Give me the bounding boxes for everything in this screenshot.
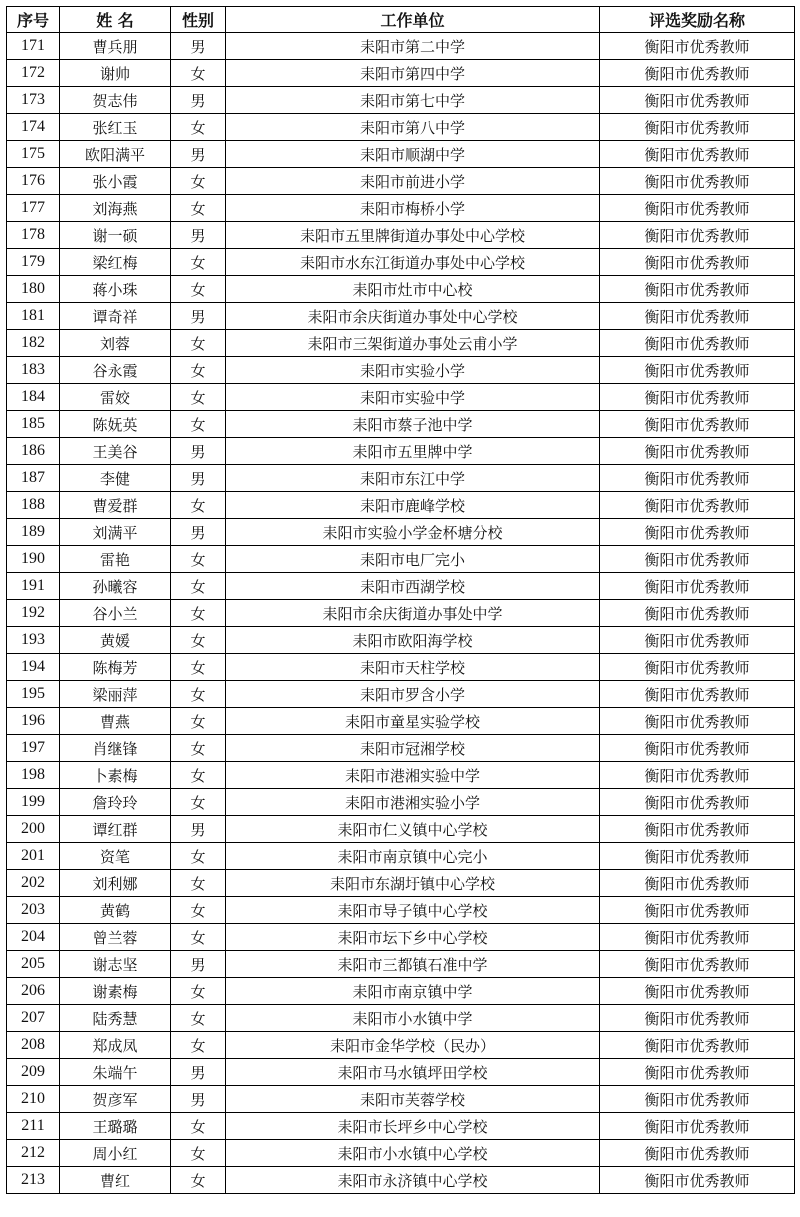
cell-gender: 女: [171, 1032, 226, 1059]
cell-award: 衡阳市优秀教师: [600, 1113, 795, 1140]
cell-unit: 耒阳市第七中学: [226, 87, 600, 114]
cell-unit: 耒阳市第四中学: [226, 60, 600, 87]
cell-name: 曾兰蓉: [60, 924, 171, 951]
header-no: 序号: [7, 7, 60, 33]
cell-award: 衡阳市优秀教师: [600, 654, 795, 681]
cell-award: 衡阳市优秀教师: [600, 87, 795, 114]
cell-no: 173: [7, 87, 60, 114]
cell-no: 172: [7, 60, 60, 87]
cell-no: 194: [7, 654, 60, 681]
table-row: [7, 87, 795, 114]
cell-award: 衡阳市优秀教师: [600, 303, 795, 330]
cell-award: 衡阳市优秀教师: [600, 627, 795, 654]
table-row: [7, 735, 795, 762]
cell-gender: 男: [171, 816, 226, 843]
cell-award: 衡阳市优秀教师: [600, 411, 795, 438]
cell-name: 王璐璐: [60, 1113, 171, 1140]
cell-award: 衡阳市优秀教师: [600, 357, 795, 384]
cell-unit: 耒阳市三架街道办事处云甫小学: [226, 330, 600, 357]
cell-no: 210: [7, 1086, 60, 1113]
cell-name: 雷姣: [60, 384, 171, 411]
cell-no: 201: [7, 843, 60, 870]
table-body: [7, 33, 795, 1194]
cell-unit: 耒阳市南京镇中学: [226, 978, 600, 1005]
table-row: [7, 519, 795, 546]
table-row: [7, 438, 795, 465]
cell-award: 衡阳市优秀教师: [600, 1140, 795, 1167]
cell-no: 192: [7, 600, 60, 627]
cell-no: 205: [7, 951, 60, 978]
cell-gender: 女: [171, 60, 226, 87]
cell-gender: 男: [171, 951, 226, 978]
cell-unit: 耒阳市罗含小学: [226, 681, 600, 708]
table-row: [7, 573, 795, 600]
cell-no: 182: [7, 330, 60, 357]
cell-no: 183: [7, 357, 60, 384]
cell-name: 卜素梅: [60, 762, 171, 789]
cell-gender: 女: [171, 789, 226, 816]
cell-no: 209: [7, 1059, 60, 1086]
table-row: [7, 843, 795, 870]
cell-name: 贺志伟: [60, 87, 171, 114]
cell-unit: 耒阳市西湖学校: [226, 573, 600, 600]
cell-unit: 耒阳市五里牌中学: [226, 438, 600, 465]
cell-unit: 耒阳市灶市中心校: [226, 276, 600, 303]
cell-unit: 耒阳市实验小学: [226, 357, 600, 384]
cell-gender: 男: [171, 141, 226, 168]
cell-no: 197: [7, 735, 60, 762]
cell-award: 衡阳市优秀教师: [600, 546, 795, 573]
cell-award: 衡阳市优秀教师: [600, 168, 795, 195]
cell-name: 谢志坚: [60, 951, 171, 978]
table-row: [7, 330, 795, 357]
cell-unit: 耒阳市东江中学: [226, 465, 600, 492]
cell-unit: 耒阳市南京镇中心完小: [226, 843, 600, 870]
cell-name: 蒋小珠: [60, 276, 171, 303]
cell-unit: 耒阳市欧阳海学校: [226, 627, 600, 654]
cell-award: 衡阳市优秀教师: [600, 843, 795, 870]
cell-gender: 男: [171, 303, 226, 330]
cell-award: 衡阳市优秀教师: [600, 762, 795, 789]
table-row: [7, 951, 795, 978]
table-row: [7, 600, 795, 627]
cell-award: 衡阳市优秀教师: [600, 384, 795, 411]
cell-name: 王美谷: [60, 438, 171, 465]
cell-name: 刘满平: [60, 519, 171, 546]
cell-award: 衡阳市优秀教师: [600, 33, 795, 60]
table-row: [7, 897, 795, 924]
cell-unit: 耒阳市冠湘学校: [226, 735, 600, 762]
table-row: [7, 1005, 795, 1032]
header-award: 评选奖励名称: [600, 7, 795, 33]
cell-name: 谷小兰: [60, 600, 171, 627]
table-row: [7, 411, 795, 438]
cell-name: 刘蓉: [60, 330, 171, 357]
table-row: [7, 384, 795, 411]
cell-no: 176: [7, 168, 60, 195]
table-row: [7, 789, 795, 816]
cell-unit: 耒阳市仁义镇中心学校: [226, 816, 600, 843]
cell-gender: 女: [171, 843, 226, 870]
cell-gender: 女: [171, 1113, 226, 1140]
cell-no: 189: [7, 519, 60, 546]
cell-gender: 女: [171, 1167, 226, 1194]
cell-name: 贺彦军: [60, 1086, 171, 1113]
cell-gender: 女: [171, 384, 226, 411]
cell-gender: 女: [171, 195, 226, 222]
cell-name: 朱端午: [60, 1059, 171, 1086]
cell-name: 张红玉: [60, 114, 171, 141]
cell-no: 195: [7, 681, 60, 708]
cell-gender: 男: [171, 1086, 226, 1113]
cell-award: 衡阳市优秀教师: [600, 870, 795, 897]
table-row: [7, 60, 795, 87]
header-row: [7, 7, 795, 33]
cell-gender: 女: [171, 168, 226, 195]
cell-award: 衡阳市优秀教师: [600, 330, 795, 357]
cell-gender: 男: [171, 438, 226, 465]
cell-gender: 女: [171, 681, 226, 708]
cell-unit: 耒阳市水东江街道办事处中心学校: [226, 249, 600, 276]
cell-unit: 耒阳市实验中学: [226, 384, 600, 411]
cell-gender: 男: [171, 222, 226, 249]
cell-unit: 耒阳市马水镇坪田学校: [226, 1059, 600, 1086]
cell-name: 刘海燕: [60, 195, 171, 222]
cell-name: 孙曦容: [60, 573, 171, 600]
cell-name: 雷艳: [60, 546, 171, 573]
cell-name: 欧阳满平: [60, 141, 171, 168]
cell-name: 黄鹤: [60, 897, 171, 924]
cell-award: 衡阳市优秀教师: [600, 708, 795, 735]
cell-no: 181: [7, 303, 60, 330]
cell-name: 黄媛: [60, 627, 171, 654]
cell-no: 178: [7, 222, 60, 249]
cell-award: 衡阳市优秀教师: [600, 681, 795, 708]
cell-award: 衡阳市优秀教师: [600, 897, 795, 924]
cell-award: 衡阳市优秀教师: [600, 1167, 795, 1194]
cell-name: 梁丽萍: [60, 681, 171, 708]
table-row: [7, 465, 795, 492]
cell-gender: 女: [171, 897, 226, 924]
cell-no: 199: [7, 789, 60, 816]
table-row: [7, 681, 795, 708]
cell-gender: 女: [171, 114, 226, 141]
cell-gender: 女: [171, 1140, 226, 1167]
cell-unit: 耒阳市蔡子池中学: [226, 411, 600, 438]
cell-gender: 女: [171, 924, 226, 951]
table-row: [7, 492, 795, 519]
cell-no: 179: [7, 249, 60, 276]
cell-unit: 耒阳市五里牌街道办事处中心学校: [226, 222, 600, 249]
cell-unit: 耒阳市港湘实验中学: [226, 762, 600, 789]
cell-award: 衡阳市优秀教师: [600, 978, 795, 1005]
cell-gender: 女: [171, 276, 226, 303]
cell-award: 衡阳市优秀教师: [600, 924, 795, 951]
cell-name: 刘利娜: [60, 870, 171, 897]
cell-no: 206: [7, 978, 60, 1005]
header-name: 姓 名: [60, 7, 171, 33]
cell-name: 谢帅: [60, 60, 171, 87]
cell-gender: 男: [171, 87, 226, 114]
cell-name: 曹燕: [60, 708, 171, 735]
cell-award: 衡阳市优秀教师: [600, 465, 795, 492]
cell-gender: 女: [171, 1005, 226, 1032]
table-row: [7, 114, 795, 141]
cell-award: 衡阳市优秀教师: [600, 141, 795, 168]
cell-gender: 女: [171, 654, 226, 681]
cell-no: 175: [7, 141, 60, 168]
cell-award: 衡阳市优秀教师: [600, 951, 795, 978]
table-row: [7, 1059, 795, 1086]
table-row: [7, 816, 795, 843]
cell-gender: 女: [171, 330, 226, 357]
cell-no: 187: [7, 465, 60, 492]
cell-unit: 耒阳市永济镇中心学校: [226, 1167, 600, 1194]
cell-award: 衡阳市优秀教师: [600, 519, 795, 546]
cell-name: 曹红: [60, 1167, 171, 1194]
cell-unit: 耒阳市电厂完小: [226, 546, 600, 573]
table-row: [7, 357, 795, 384]
cell-unit: 耒阳市长坪乡中心学校: [226, 1113, 600, 1140]
cell-award: 衡阳市优秀教师: [600, 438, 795, 465]
cell-award: 衡阳市优秀教师: [600, 1059, 795, 1086]
cell-gender: 女: [171, 492, 226, 519]
cell-no: 202: [7, 870, 60, 897]
cell-gender: 男: [171, 465, 226, 492]
cell-no: 171: [7, 33, 60, 60]
cell-unit: 耒阳市天柱学校: [226, 654, 600, 681]
cell-no: 212: [7, 1140, 60, 1167]
cell-award: 衡阳市优秀教师: [600, 195, 795, 222]
cell-gender: 男: [171, 1059, 226, 1086]
table-row: [7, 249, 795, 276]
cell-award: 衡阳市优秀教师: [600, 1005, 795, 1032]
cell-unit: 耒阳市三都镇石准中学: [226, 951, 600, 978]
cell-name: 曹兵朋: [60, 33, 171, 60]
cell-name: 谭红群: [60, 816, 171, 843]
cell-name: 陈梅芳: [60, 654, 171, 681]
cell-no: 190: [7, 546, 60, 573]
cell-unit: 耒阳市小水镇中心学校: [226, 1140, 600, 1167]
table-row: [7, 141, 795, 168]
cell-award: 衡阳市优秀教师: [600, 600, 795, 627]
cell-gender: 女: [171, 978, 226, 1005]
cell-name: 谷永霞: [60, 357, 171, 384]
cell-award: 衡阳市优秀教师: [600, 816, 795, 843]
cell-gender: 女: [171, 708, 226, 735]
cell-name: 陆秀慧: [60, 1005, 171, 1032]
cell-gender: 女: [171, 411, 226, 438]
cell-gender: 女: [171, 627, 226, 654]
table-row: [7, 1032, 795, 1059]
cell-no: 198: [7, 762, 60, 789]
table-row: [7, 1167, 795, 1194]
cell-no: 213: [7, 1167, 60, 1194]
cell-no: 196: [7, 708, 60, 735]
cell-gender: 女: [171, 735, 226, 762]
cell-name: 肖继锋: [60, 735, 171, 762]
cell-no: 186: [7, 438, 60, 465]
cell-no: 203: [7, 897, 60, 924]
cell-gender: 女: [171, 762, 226, 789]
cell-no: 193: [7, 627, 60, 654]
cell-no: 174: [7, 114, 60, 141]
table-row: [7, 627, 795, 654]
cell-award: 衡阳市优秀教师: [600, 276, 795, 303]
cell-no: 207: [7, 1005, 60, 1032]
cell-unit: 耒阳市余庆街道办事处中心学校: [226, 303, 600, 330]
cell-unit: 耒阳市童星实验学校: [226, 708, 600, 735]
table-row: [7, 924, 795, 951]
cell-name: 曹爱群: [60, 492, 171, 519]
table-row: [7, 33, 795, 60]
cell-gender: 男: [171, 33, 226, 60]
cell-unit: 耒阳市坛下乡中心学校: [226, 924, 600, 951]
cell-unit: 耒阳市鹿峰学校: [226, 492, 600, 519]
cell-no: 208: [7, 1032, 60, 1059]
cell-unit: 耒阳市芙蓉学校: [226, 1086, 600, 1113]
table-row: [7, 762, 795, 789]
table-row: [7, 1086, 795, 1113]
cell-no: 204: [7, 924, 60, 951]
cell-name: 谭奇祥: [60, 303, 171, 330]
cell-award: 衡阳市优秀教师: [600, 114, 795, 141]
cell-award: 衡阳市优秀教师: [600, 789, 795, 816]
cell-unit: 耒阳市东湖圩镇中心学校: [226, 870, 600, 897]
cell-no: 211: [7, 1113, 60, 1140]
table-row: [7, 1140, 795, 1167]
cell-unit: 耒阳市余庆街道办事处中学: [226, 600, 600, 627]
cell-award: 衡阳市优秀教师: [600, 249, 795, 276]
cell-gender: 男: [171, 519, 226, 546]
cell-award: 衡阳市优秀教师: [600, 60, 795, 87]
table-row: [7, 195, 795, 222]
cell-name: 周小红: [60, 1140, 171, 1167]
cell-gender: 女: [171, 546, 226, 573]
cell-unit: 耒阳市导子镇中心学校: [226, 897, 600, 924]
table-row: [7, 978, 795, 1005]
cell-name: 资笔: [60, 843, 171, 870]
cell-no: 180: [7, 276, 60, 303]
cell-unit: 耒阳市顺湖中学: [226, 141, 600, 168]
cell-unit: 耒阳市小水镇中学: [226, 1005, 600, 1032]
teacher-award-table: [6, 6, 795, 1194]
header-gender: 性别: [171, 7, 226, 33]
cell-gender: 女: [171, 249, 226, 276]
cell-name: 陈妩英: [60, 411, 171, 438]
cell-no: 185: [7, 411, 60, 438]
table-row: [7, 222, 795, 249]
cell-award: 衡阳市优秀教师: [600, 1086, 795, 1113]
cell-unit: 耒阳市前进小学: [226, 168, 600, 195]
cell-name: 谢素梅: [60, 978, 171, 1005]
cell-name: 梁红梅: [60, 249, 171, 276]
cell-no: 191: [7, 573, 60, 600]
cell-unit: 耒阳市金华学校（民办）: [226, 1032, 600, 1059]
cell-no: 184: [7, 384, 60, 411]
table-row: [7, 168, 795, 195]
cell-no: 188: [7, 492, 60, 519]
table-header: [7, 7, 795, 33]
cell-name: 李健: [60, 465, 171, 492]
cell-no: 200: [7, 816, 60, 843]
cell-award: 衡阳市优秀教师: [600, 222, 795, 249]
cell-award: 衡阳市优秀教师: [600, 735, 795, 762]
cell-award: 衡阳市优秀教师: [600, 492, 795, 519]
cell-no: 177: [7, 195, 60, 222]
cell-award: 衡阳市优秀教师: [600, 1032, 795, 1059]
cell-gender: 女: [171, 357, 226, 384]
cell-unit: 耒阳市实验小学金杯塘分校: [226, 519, 600, 546]
table-row: [7, 870, 795, 897]
cell-gender: 女: [171, 870, 226, 897]
header-unit: 工作单位: [226, 7, 600, 33]
cell-unit: 耒阳市港湘实验小学: [226, 789, 600, 816]
table-row: [7, 1113, 795, 1140]
cell-gender: 女: [171, 573, 226, 600]
cell-name: 谢一硕: [60, 222, 171, 249]
table-row: [7, 546, 795, 573]
cell-gender: 女: [171, 600, 226, 627]
table-row: [7, 654, 795, 681]
cell-unit: 耒阳市第二中学: [226, 33, 600, 60]
cell-name: 张小霞: [60, 168, 171, 195]
table-row: [7, 303, 795, 330]
cell-unit: 耒阳市第八中学: [226, 114, 600, 141]
table-row: [7, 276, 795, 303]
table-row: [7, 708, 795, 735]
cell-unit: 耒阳市梅桥小学: [226, 195, 600, 222]
cell-name: 郑成凤: [60, 1032, 171, 1059]
cell-name: 詹玲玲: [60, 789, 171, 816]
cell-award: 衡阳市优秀教师: [600, 573, 795, 600]
